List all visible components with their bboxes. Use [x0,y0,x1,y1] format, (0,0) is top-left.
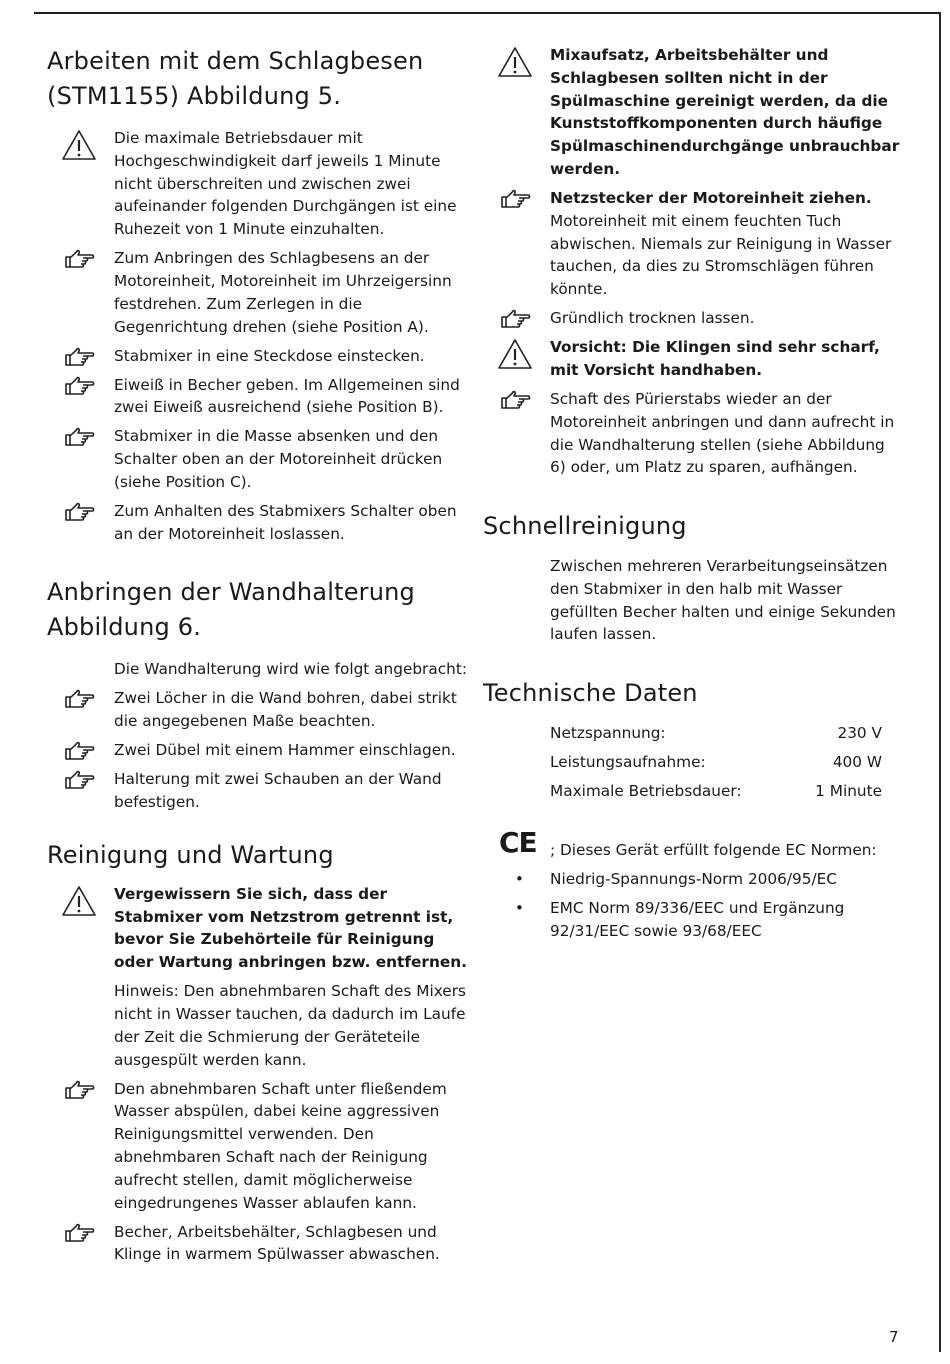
instruction-item [47,374,467,420]
norm-text: Niedrig-Spannungs-Norm 2006/95/EC [550,870,837,889]
warning-item [483,336,903,382]
spec-row [483,751,882,774]
list-item-text: Den abnehmbaren Schaft unter fließendem Wasser abspülen, dabei keine aggressiven Reinigungsmittel verwenden. Den abnehmbaren Schaft nach der Reinigung aufrecht stellen, damit möglicherweise eingedrungenes Wasser ablaufen kann. [114,1079,447,1212]
pointing-hand-icon [65,249,95,269]
spec-value: 230 V [837,724,882,743]
section-title-reinigung: Reinigung und Wartung [47,840,334,869]
instruction-item [47,425,467,493]
pointing-hand-icon [65,347,95,367]
pointing-hand-icon [65,689,95,709]
spec-row [483,722,882,745]
bullet-icon: • [515,899,524,918]
pointing-hand-icon [501,309,531,329]
paragraph [483,555,903,646]
instruction-item [483,307,903,330]
pointing-hand-icon [65,502,95,522]
pointing-hand-icon [65,1080,95,1100]
page-number: 7 [889,1328,899,1346]
instruction-item [483,388,903,479]
list-item-text: Zwei Dübel mit einem Hammer einschlagen. [114,741,456,760]
list-item-text: Vergewissern Sie sich, dass der Stabmixer vom Netzstrom getrennt ist, bevor Sie Zubehörteile für Reinigung oder Wartung anbringen bzw. entfernen. [114,884,467,972]
paragraph-text: Hinweis: Den abnehmbaren Schaft des Mixers nicht in Wasser tauchen, da dadurch im Laufe der Zeit die Schmierung der Geräteteile ausgespült werden kann. [114,982,466,1069]
warning-triangle-icon [497,46,533,78]
list-item-text: Zwei Löcher in die Wand bohren, dabei strikt die angegebenen Maße beachten. [114,689,457,731]
list-item-text: Becher, Arbeitsbehälter, Schlagbesen und Klinge in warmem Spülwasser abwaschen. [114,1222,440,1264]
list-item-text: Eiweiß in Becher geben. Im Allgemeinen sind zwei Eiweiß ausreichend (siehe Position B). [114,375,460,417]
right-column [483,44,903,949]
list-item-text: Die maximale Betriebsdauer mit Hochgeschwindigkeit darf jeweils 1 Minute nicht überschreiten und zwischen zwei aufeinander folgenden Durchgängen ist eine Ruhezeit von 1 Minute einzuhalten. [114,129,457,239]
paragraph-text: Die Wandhalterung wird wie folgt angebracht: [114,660,467,679]
list-item-text: Schaft des Pürierstabs wieder an der Motoreinheit anbringen und dann aufrecht in die Wandhalterung stellen (siehe Abbildung 6) oder, um Platz zu sparen, aufhängen. [550,389,895,477]
instruction-item [47,500,467,546]
list-item-text: Zum Anbringen des Schlagbesens an der Motoreinheit, Motoreinheit im Uhrzeigersinn festdrehen. Zum Zerlegen in die Gegenrichtung drehen (siehe Position A). [114,249,452,336]
warning-item [47,883,467,974]
pointing-hand-icon [65,1223,95,1243]
instruction-item [47,1221,467,1267]
norm-text: EMC Norm 89/336/EEC und Ergänzung 92/31/EEC sowie 93/68/EEC [550,899,845,940]
pointing-hand-icon [65,376,95,396]
instruction-item [47,687,467,733]
list-item-text: Gründlich trocknen lassen. [550,309,755,328]
bullet-icon: • [515,870,524,889]
ce-statement [483,826,903,862]
instruction-item [483,187,903,301]
list-item-text: Motoreinheit mit einem feuchten Tuch abwischen. Niemals zur Reinigung in Wasser tauchen, da dies zu Stromschlägen führen könnte. [550,211,892,299]
page-border-right [939,12,941,1352]
section-title-schlagbesen: Arbeiten mit dem Schlagbesen (STM1155) Abbildung 5. [47,47,424,110]
warning-triangle-icon [61,885,97,917]
paragraph-text: Zwischen mehreren Verarbeitungseinsätzen den Stabmixer in den halb mit Wasser gefüllten Becher halten und einige Sekunden laufen lassen. [550,557,896,644]
spec-row [483,780,882,803]
list-item-text: Halterung mit zwei Schauben an der Wand befestigen. [114,770,442,812]
pointing-hand-icon [501,189,531,209]
spec-label: Leistungsaufnahme: [550,753,706,772]
list-item-text: Mixaufsatz, Arbeitsbehälter und Schlagbesen sollten nicht in der Spülmaschine gereinigt werden, da die Kunststoffkomponenten durch häufige Spülmaschinendurchgänge unbrauchbar werden. [550,46,900,178]
page-border-top [34,12,941,14]
warning-item [483,44,903,181]
paragraph [47,980,467,1071]
section-title-schnellreinigung: Schnellreinigung [483,512,687,541]
spec-value: 400 W [832,753,882,772]
spec-label: Maximale Betriebsdauer: [550,782,742,801]
norm-bullet [483,897,903,943]
instruction-item [47,247,467,338]
norm-bullet [483,868,903,891]
ce-text: ; Dieses Gerät erfüllt folgende EC Normen: [550,841,877,860]
spec-value: 1 Minute [815,782,882,801]
list-item-text: Stabmixer in eine Steckdose einstecken. [114,346,425,365]
list-item-text: Vorsicht: Die Klingen sind sehr scharf, mit Vorsicht handhaben. [550,338,880,379]
list-item-text-bold: Netzstecker der Motoreinheit ziehen. [550,188,872,207]
instruction-item [47,739,467,762]
warning-triangle-icon [497,338,533,370]
section-title-wandhalterung: Anbringen der Wandhalterung Abbildung 6. [47,578,415,642]
left-column [47,44,467,1272]
warning-triangle-icon [61,129,97,161]
paragraph [47,658,467,681]
section-title-technische-daten: Technische Daten [483,679,698,708]
list-item-text: Stabmixer in die Masse absenken und den Schalter oben an der Motoreinheit drücken (siehe Position C). [114,427,443,491]
pointing-hand-icon [65,770,95,790]
ce-mark-icon: CE [499,826,537,860]
list-item-text: Zum Anhalten des Stabmixers Schalter oben an der Motoreinheit loslassen. [114,501,457,543]
warning-item [47,127,467,241]
pointing-hand-icon [65,741,95,761]
instruction-item [47,1078,467,1215]
instruction-item [47,345,467,368]
pointing-hand-icon [65,427,95,447]
spec-label: Netzspannung: [550,724,666,743]
pointing-hand-icon [501,390,531,410]
instruction-item [47,768,467,814]
